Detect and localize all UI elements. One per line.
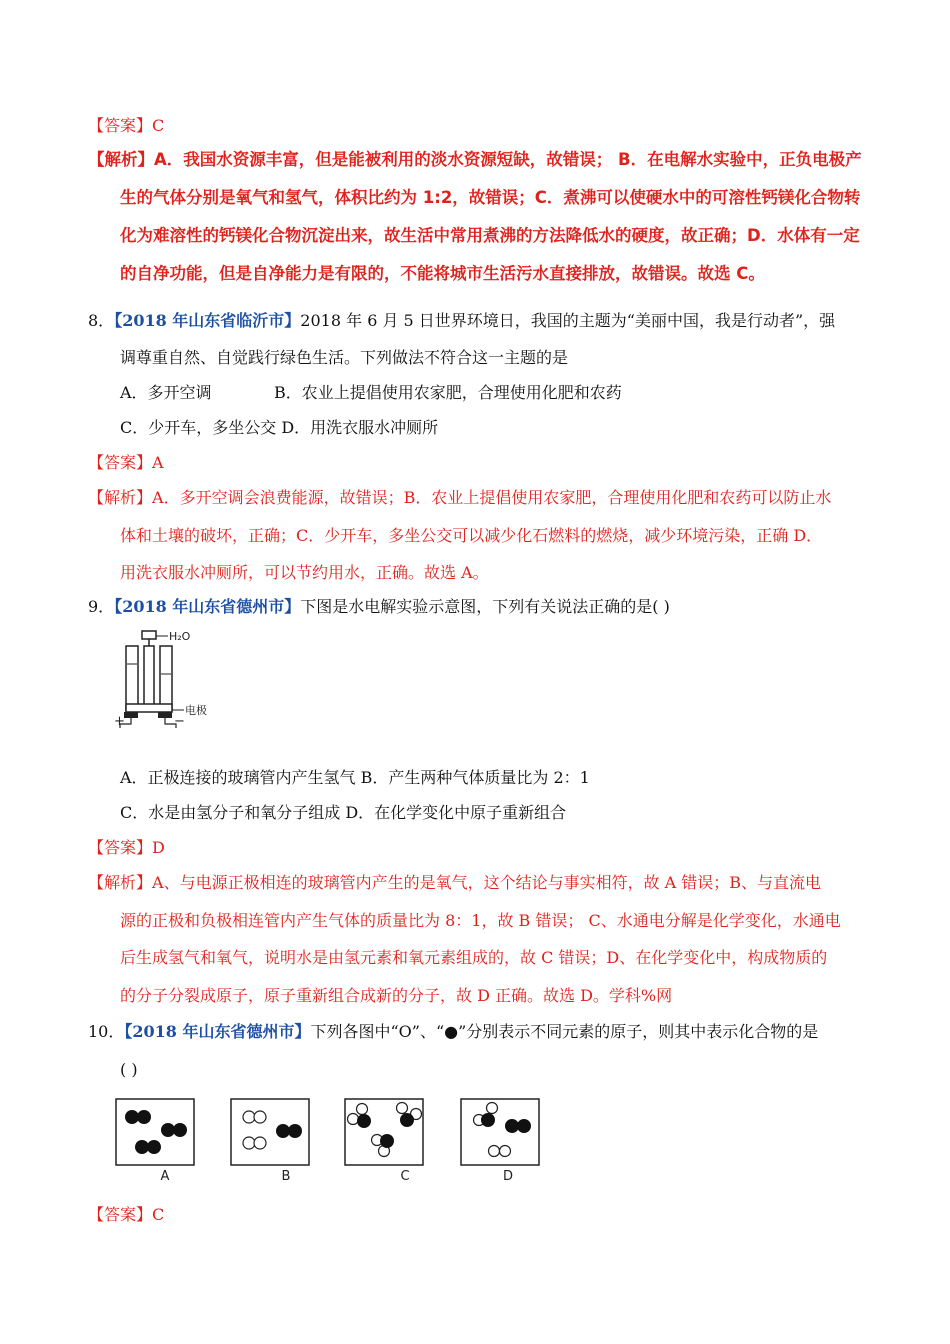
explanation-7-line-2: 生的气体分别是氧气和氢气，体积比约为 1:2，故错误；C．煮沸可以使硬水中的可溶性钙镁化合物转 bbox=[120, 188, 861, 207]
answer-label: 【答案】 bbox=[88, 1205, 153, 1224]
explanation-9-line-4: 的分子分裂成原子，原子重新组合成新的分子，故 D 正确。故选 D。学科%网 bbox=[120, 986, 673, 1005]
explanation-label: 【解析】 bbox=[88, 150, 154, 169]
question-8-option-a: A．多开空调 bbox=[120, 383, 212, 402]
answer-label: 【答案】 bbox=[88, 453, 153, 472]
answer-value: D bbox=[152, 838, 165, 857]
label-a: A bbox=[160, 1169, 170, 1184]
explanation-8-line-2: 体和土壤的破坏，正确；C．少开车，多坐公交可以减少化石燃料的燃烧，减少环境污染，正确 D． bbox=[120, 526, 823, 545]
answer-10 bbox=[88, 1205, 164, 1225]
question-9-option-cd: C．水是由氢分子和氧分子组成 D．在化学变化中原子重新组合 bbox=[120, 803, 567, 822]
question-8-stem-2: 调尊重自然、自觉践行绿色生活。下列做法不符合这一主题的是 bbox=[120, 348, 569, 367]
electrode-label: 电极 bbox=[185, 704, 207, 717]
question-10-paren: ( ) bbox=[120, 1060, 138, 1079]
explanation-9-line-2: 源的正极和负极相连管内产生气体的质量比为 8：1，故 B 错误； C、水通电分解是化学变化，水通电 bbox=[120, 911, 841, 930]
question-source: 【2018 年山东省德州市】 bbox=[114, 597, 301, 616]
answer-value: C bbox=[152, 116, 165, 135]
explanation-label: 【解析】 bbox=[88, 873, 153, 892]
diagram-c bbox=[345, 1099, 423, 1184]
diagram-b bbox=[231, 1099, 309, 1184]
question-source: 【2018 年山东省德州市】 bbox=[124, 1022, 311, 1041]
question-number: 9． bbox=[88, 597, 115, 616]
explanation-label: 【解析】 bbox=[88, 488, 153, 507]
question-number: 8． bbox=[88, 311, 115, 330]
h2o-label: H₂O bbox=[169, 630, 191, 643]
question-8-option-cd: C．少开车，多坐公交 D．用洗衣服水冲厕所 bbox=[120, 418, 439, 437]
explanation-8-line-3: 用洗衣服水冲厕所，可以节约用水，正确。故选 A。 bbox=[120, 563, 489, 582]
label-b: B bbox=[281, 1169, 291, 1184]
question-10-stem: 10．【2018 年山东省德州市】下列各图中“O”、“●”分别表示不同元素的原子，则其中表示化合物的是 bbox=[88, 1022, 819, 1041]
molecule-diagrams bbox=[110, 1094, 550, 1186]
explanation-7-line-1: 【解析】A．我国水资源丰富，但是能被利用的淡水资源短缺，故错误； B．在电解水实验中，正负电极产 bbox=[88, 150, 862, 169]
explanation-9-line-1: 【解析】A、与电源正极相连的玻璃管内产生的是氧气，这个结论与事实相符，故 A 错误；B、与直流电 bbox=[88, 873, 822, 892]
question-source: 【2018 年山东省临沂市】 bbox=[114, 311, 301, 330]
diagram-d bbox=[461, 1099, 539, 1184]
answer-9 bbox=[88, 838, 165, 858]
minus-label: − bbox=[174, 714, 185, 729]
question-9-option-ab: A．正极连接的玻璃管内产生氢气 B．产生两种气体质量比为 2：1 bbox=[120, 768, 590, 787]
explanation-8-line-1: 【解析】A．多开空调会浪费能源，故错误；B．农业上提倡使用农家肥，合理使用化肥和农药可以防止水 bbox=[88, 488, 832, 507]
explanation-7-line-3: 化为难溶性的钙镁化合物沉淀出来，故生活中常用煮沸的方法降低水的硬度，故正确；D．水体有一定 bbox=[120, 226, 860, 245]
electrolysis-diagram bbox=[112, 628, 222, 734]
question-9-stem: 9．【2018 年山东省德州市】下图是水电解实验示意图，下列有关说法正确的是( ) bbox=[88, 597, 670, 616]
question-8-option-b: B．农业上提倡使用农家肥，合理使用化肥和农药 bbox=[274, 383, 622, 402]
answer-value: C bbox=[152, 1205, 165, 1224]
question-8-stem-1: 8．【2018 年山东省临沂市】2018 年 6 月 5 日世界环境日，我国的主题为“美丽中国，我是行动者”，强 bbox=[88, 311, 836, 330]
label-d: D bbox=[502, 1169, 514, 1184]
answer-label: 【答案】 bbox=[88, 838, 153, 857]
plus-label: + bbox=[114, 714, 125, 729]
answer-7 bbox=[88, 116, 164, 136]
question-number: 10． bbox=[88, 1022, 125, 1041]
answer-8 bbox=[88, 453, 164, 473]
diagram-a bbox=[116, 1099, 194, 1184]
label-c: C bbox=[400, 1169, 410, 1184]
explanation-7-line-4: 的自净功能，但是自净能力是有限的，不能将城市生活污水直接排放，故错误。故选 C。 bbox=[120, 264, 765, 283]
answer-value: A bbox=[152, 453, 164, 472]
answer-label: 【答案】 bbox=[88, 116, 153, 135]
explanation-9-line-3: 后生成氢气和氧气，说明水是由氢元素和氧元素组成的，故 C 错误；D、在化学变化中，构成物质的 bbox=[120, 948, 828, 967]
